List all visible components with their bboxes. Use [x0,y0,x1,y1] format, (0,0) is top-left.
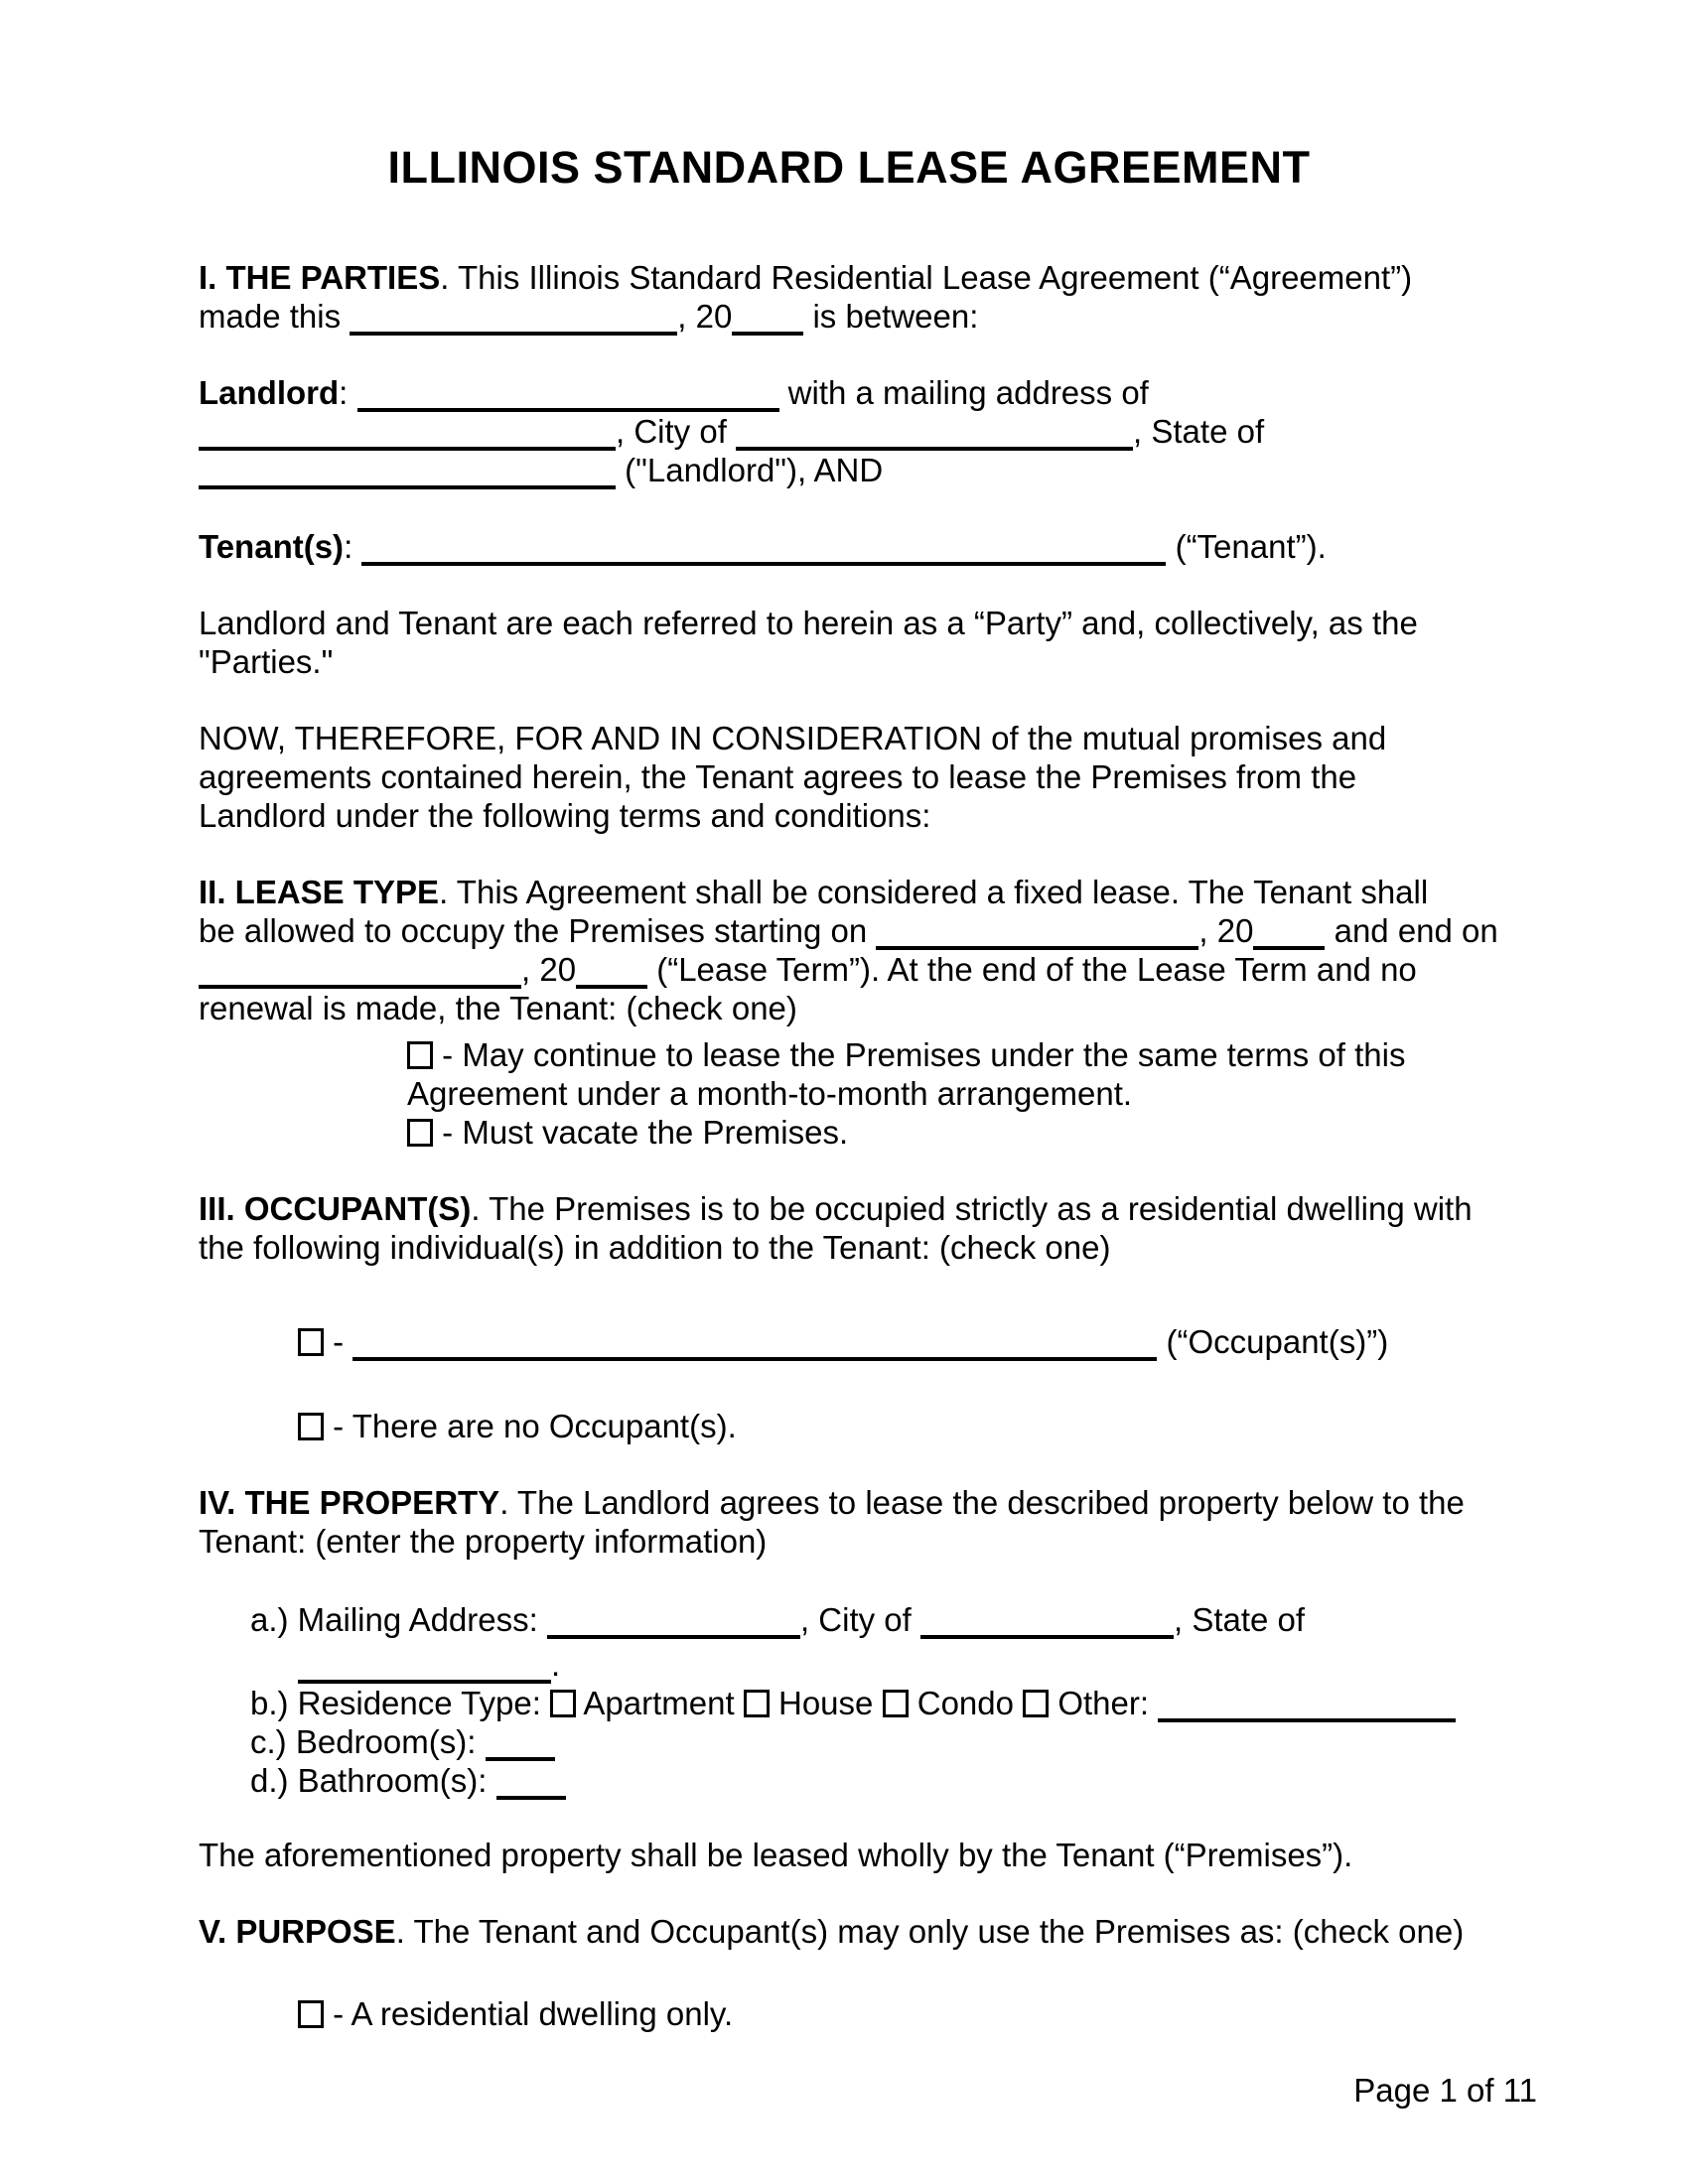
body-text: c.) Bedroom(s): [250,1723,486,1760]
body-text: a.) Mailing Address: [250,1601,547,1638]
body-text: is between: [803,298,979,335]
body-text: - [324,1323,353,1360]
body-text: (“Tenant”). [1166,528,1327,565]
body-text: . The Tenant and Occupant(s) may only use the Premises as: (check one) [395,1913,1465,1950]
landlord-clause [199,373,1499,489]
body-text: , 20 [677,298,733,335]
checkbox-icon[interactable] [744,1690,770,1717]
body-text: , State of [1174,1601,1306,1638]
body-text: - May continue to lease the Premises under the same terms of this [433,1036,1406,1073]
body-text: "Parties." [199,643,334,680]
checkbox-icon[interactable] [550,1690,576,1717]
property-item-a-mailing-address [199,1600,1499,1639]
body-text: , 20 [521,951,577,988]
heading-text: IV. THE PROPERTY [199,1484,500,1521]
body-text: and end on [1325,912,1498,949]
section-1-the-parties [199,258,1499,336]
body-text: . [551,1646,561,1683]
body-text: NOW, THEREFORE, FOR AND IN CONSIDERATION of the mutual promises and [199,720,1387,756]
occupants-option-none [199,1407,1499,1445]
heading-text: Landlord [199,374,340,411]
parties-definition [199,604,1499,681]
premises-definition [199,1836,1499,1874]
body-text: - A residential dwelling only. [324,1995,734,2032]
blank-field[interactable] [199,447,616,451]
blank-field[interactable] [732,332,803,336]
occupants-option-named [199,1322,1499,1361]
heading-text: III. OCCUPANT(S) [199,1190,472,1227]
heading-text: II. LEASE TYPE [199,874,440,910]
section-5-purpose [199,1912,1499,1951]
body-text: d.) Bathroom(s): [250,1762,496,1799]
blank-field[interactable] [361,562,1166,566]
heading-text: I. THE PARTIES [199,259,441,296]
blank-field[interactable] [576,985,647,989]
blank-field[interactable] [352,1357,1157,1361]
body-text: Agreement under a month-to-month arrangement. [407,1075,1133,1112]
body-text: . This Agreement shall be considered a fixed lease. The Tenant shall [439,874,1429,910]
body-text: (“Occupant(s)”) [1157,1323,1389,1360]
property-item-a-state-blank [199,1645,1499,1684]
body-text: Condo [908,1685,1024,1721]
body-text: . The Landlord agrees to lease the described property below to the [499,1484,1465,1521]
body-text: , City of [616,413,737,450]
body-text: : [344,528,362,565]
heading-text: V. PURPOSE [199,1913,396,1950]
body-text: with a mailing address of [778,374,1149,411]
checkbox-icon[interactable] [407,1119,433,1147]
lease-type-option-vacate [199,1113,1499,1152]
consideration-clause [199,719,1499,835]
body-text: , 20 [1198,912,1254,949]
blank-field[interactable] [547,1635,800,1639]
property-item-b-residence-type [199,1684,1499,1722]
section-4-the-property [199,1483,1499,1561]
body-text: - There are no Occupant(s). [324,1408,737,1444]
body-text: . This Illinois Standard Residential Lease Agreement (“Agreement”) [440,259,1413,296]
body-text: , State of [1133,413,1265,450]
body-text: - Must vacate the Premises. [433,1114,849,1151]
body-text: agreements contained herein, the Tenant agrees to lease the Premises from the [199,758,1357,795]
body-text: Apartment [576,1685,744,1721]
body-text: the following individual(s) in addition to the Tenant: (check one) [199,1229,1111,1266]
blank-field[interactable] [1158,1718,1456,1722]
document-title: ILLINOIS STANDARD LEASE AGREEMENT [387,142,1311,193]
body-text: . The Premises is to be occupied strictly as a residential dwelling with [471,1190,1473,1227]
purpose-option-residential [199,1994,1499,2033]
section-2-lease-type [199,873,1499,1027]
checkbox-icon[interactable] [407,1041,433,1069]
body-text: Landlord and Tenant are each referred to herein as a “Party” and, collectively, as the [199,605,1418,641]
blank-field[interactable] [496,1796,566,1800]
blank-field[interactable] [350,332,677,336]
body-text: Landlord under the following terms and conditions: [199,797,931,834]
blank-field[interactable] [876,946,1198,950]
property-item-c-bedrooms [199,1722,1499,1761]
blank-field[interactable] [357,408,779,412]
body-text: House [769,1685,883,1721]
body-text: The aforementioned property shall be leased wholly by the Tenant (“Premises”). [199,1837,1353,1873]
section-3-occupants [199,1189,1499,1267]
document-body [199,141,1499,2033]
blank-field[interactable] [736,447,1133,451]
body-text: : [339,374,357,411]
body-text: made this [199,298,351,335]
body-text: Other: [1049,1685,1159,1721]
checkbox-icon[interactable] [298,2000,324,2028]
body-text: be allowed to occupy the Premises starting on [199,912,877,949]
lease-type-option-month-to-month [199,1035,1499,1113]
tenant-clause [199,527,1499,566]
body-text: renewal is made, the Tenant: (check one) [199,990,797,1026]
page-number: Page 1 of 11 [1353,2072,1537,2109]
body-text: (“Lease Term”). At the end of the Lease Term and no [647,951,1417,988]
body-text: ("Landlord"), AND [616,452,884,488]
blank-field[interactable] [920,1635,1174,1639]
blank-field[interactable] [199,485,616,489]
heading-text: Tenant(s) [199,528,345,565]
body-text: , City of [799,1601,920,1638]
checkbox-icon[interactable] [298,1413,324,1440]
checkbox-icon[interactable] [298,1328,324,1356]
blank-field[interactable] [199,985,521,989]
checkbox-icon[interactable] [883,1690,909,1717]
property-item-d-bathrooms [199,1761,1499,1800]
body-text: b.) Residence Type: [250,1685,551,1721]
checkbox-icon[interactable] [1023,1690,1049,1717]
blank-field[interactable] [1253,946,1325,950]
body-text: Tenant: (enter the property information) [199,1523,768,1560]
